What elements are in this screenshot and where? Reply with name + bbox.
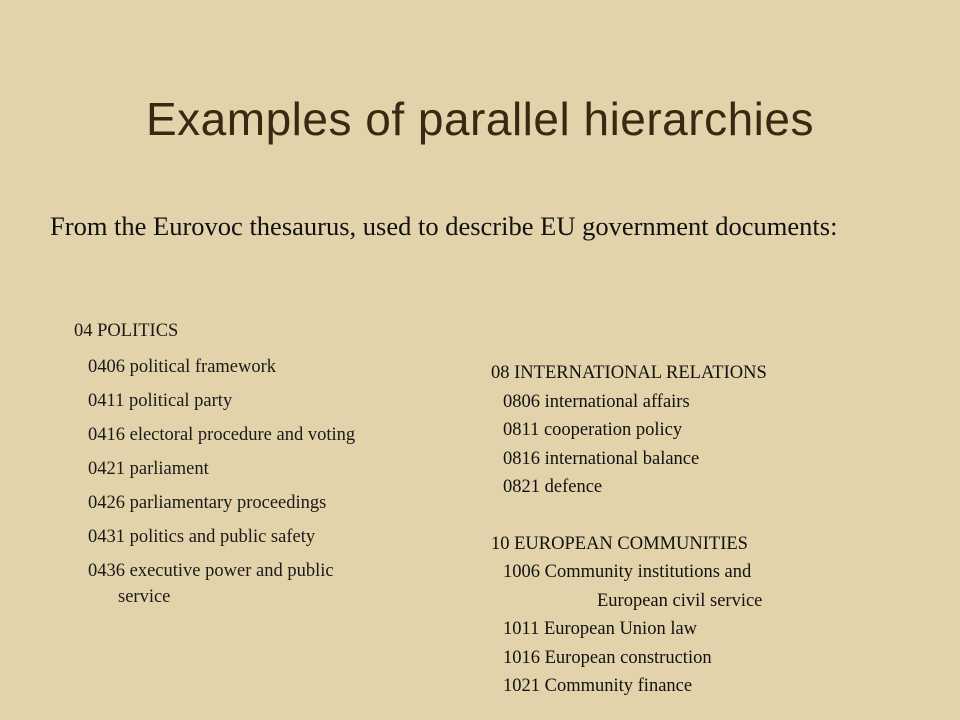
politics-item-0416: 0416 electoral procedure and voting — [88, 425, 356, 445]
politics-item-0436-line1: 0436 executive power and public — [88, 561, 334, 581]
politics-item-0426: 0426 parliamentary proceedings — [88, 493, 327, 513]
politics-item-0436-line2: service — [118, 587, 171, 607]
international-item-0811: 0811 cooperation policy — [503, 420, 683, 440]
politics-item-0436 — [74, 554, 454, 610]
international-item-0806: 0806 international affairs — [503, 391, 690, 412]
right-column — [491, 359, 931, 701]
international-item-0816: 0816 international balance — [503, 448, 700, 469]
politics-item-0406: 0406 political framework — [88, 357, 277, 377]
international-heading: 08 INTERNATIONAL RELATIONS — [491, 363, 767, 383]
european-item-1011: 1011 European Union law — [503, 619, 698, 639]
european-item-1006-line2: European civil service — [597, 590, 763, 611]
slide-title: Examples of parallel hierarchies — [146, 93, 814, 145]
section-gap — [491, 502, 931, 530]
politics-heading: 04 POLITICS — [74, 321, 179, 341]
european-heading: 10 EUROPEAN COMMUNITIES — [491, 533, 748, 554]
politics-item-0411: 0411 political party — [88, 391, 233, 411]
politics-list — [74, 316, 454, 610]
european-item-1016: 1016 European construction — [503, 647, 712, 668]
european-item-1006 — [491, 558, 931, 615]
politics-item-0421: 0421 parliament — [88, 459, 209, 479]
politics-item-0431: 0431 politics and public safety — [88, 527, 316, 547]
european-item-1006-line1: 1006 Community institutions and — [503, 562, 752, 582]
international-item-0821: 0821 defence — [503, 477, 603, 497]
intro-text: From the Eurovoc thesaurus, used to describe EU government documents: — [50, 211, 838, 241]
european-item-1021: 1021 Community finance — [503, 676, 693, 696]
